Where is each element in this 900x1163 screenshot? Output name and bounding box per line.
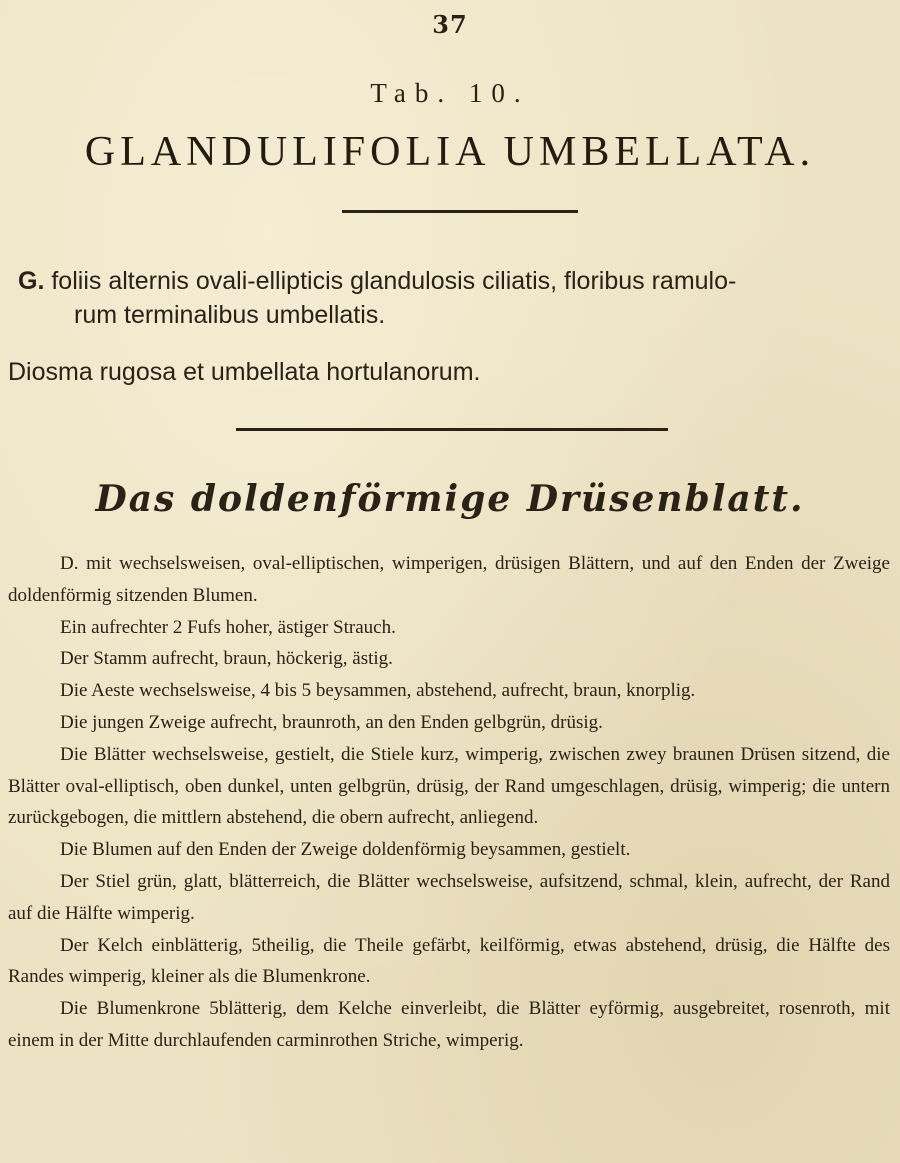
diagnosis-initial: G.: [18, 267, 45, 295]
paragraph: Die Blumen auf den Enden der Zweige doldenförmig beysammen, gestielt.: [60, 839, 631, 861]
paragraph: Ein aufrechter 2 Fufs hoher, ästiger Strauch.: [60, 616, 396, 638]
paragraph: Die jungen Zweige aufrecht, braunroth, an den Enden gelbgrün, drüsig.: [60, 711, 603, 733]
plate-number: Tab. 10.: [370, 78, 530, 108]
paragraph: Der Stamm aufrecht, braun, höckerig, ästig.: [60, 648, 393, 670]
paragraph: Der Kelch einblätterig, 5theilig, die Theile gefärbt, keilförmig, etwas abstehend, drüsig, die Hälfte des Randes wimperig, kleiner als die Blumenkrone.: [8, 934, 890, 988]
diagnosis-line-1: [18, 264, 898, 298]
diagnosis-text-1: foliis alternis ovali-ellipticis glandulosis ciliatis, floribus ramulo-: [51, 267, 737, 295]
page-number: 37: [432, 10, 468, 39]
paragraph: Der Stiel grün, glatt, blätterreich, die Blätter wechselsweise, aufsitzend, schmal, klein, aufrecht, der Rand auf die Hälfte wimperig.: [8, 870, 890, 924]
synonym: Diosma rugosa et umbellata hortulanorum.: [8, 358, 481, 386]
paragraph: D. mit wechselsweisen, oval-elliptischen, wimperigen, drüsigen Blättern, und auf den Enden der Zweige doldenförmig sitzenden Blumen.: [8, 553, 890, 606]
description-body: [8, 548, 890, 1057]
paragraph: Die Aeste wechselsweise, 4 bis 5 beysammen, abstehend, aufrecht, braun, knorplig.: [60, 680, 696, 702]
title-divider: [342, 210, 578, 213]
german-title: Das doldenförmige Drüsenblatt.: [95, 478, 805, 520]
paragraph: Die Blätter wechselsweise, gestielt, die Stiele kurz, wimperig, zwischen zwey braunen Drüsen sitzend, die Blätter oval-elliptisch, oben dunkel, unten gelbgrün, drüsig, der Rand umgeschlagen, drüsig, wimperig; die untern zurückgebogen, die mittlern abstehend, die obern aufrecht, anliegend.: [8, 743, 890, 829]
diagnosis-line-2: rum terminalibus umbellatis.: [74, 301, 386, 329]
species-title: GLANDULIFOLIA UMBELLATA.: [84, 129, 816, 175]
latin-diagnosis: [18, 264, 898, 332]
section-divider: [236, 428, 668, 431]
paragraph: Die Blumenkrone 5blätterig, dem Kelche einverleibt, die Blätter eyförmig, ausgebreitet, rosenroth, mit einem in der Mitte durchlaufenden carminrothen Striche, wimperig.: [8, 998, 890, 1051]
